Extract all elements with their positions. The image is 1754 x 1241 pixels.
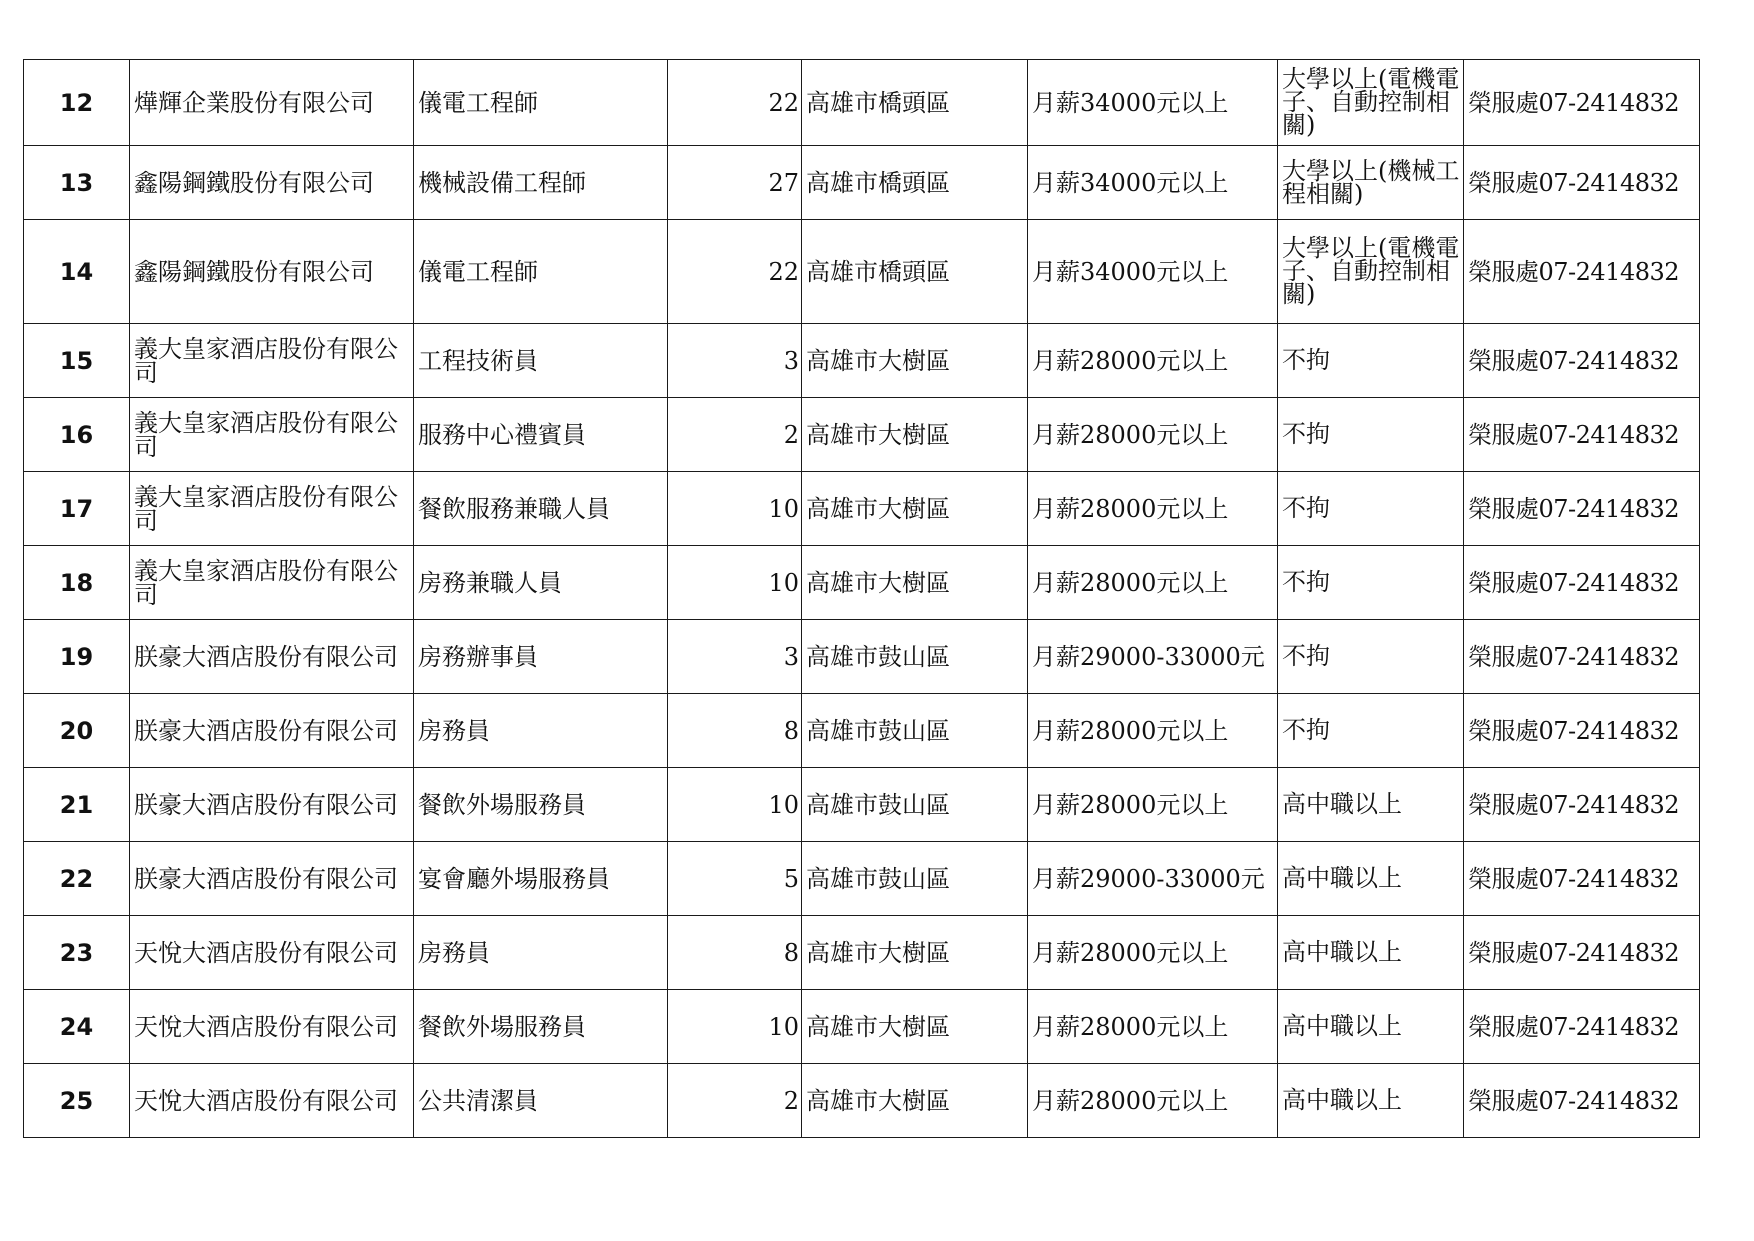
table-row	[24, 546, 1700, 620]
salary: 月薪29000-33000元	[1028, 620, 1278, 694]
row-number: 20	[24, 694, 130, 768]
education-requirement: 高中職以上	[1278, 1064, 1464, 1138]
contact: 榮服處07-2414832	[1464, 146, 1700, 220]
row-number: 25	[24, 1064, 130, 1138]
work-location: 高雄市橋頭區	[802, 60, 1028, 146]
headcount: 8	[668, 694, 802, 768]
education-requirement: 大學以上(電機電子、自動控制相關)	[1278, 220, 1464, 324]
row-number: 19	[24, 620, 130, 694]
contact: 榮服處07-2414832	[1464, 324, 1700, 398]
education-requirement: 大學以上(機械工程相關)	[1278, 146, 1464, 220]
company-name: 天悅大酒店股份有限公司	[130, 916, 414, 990]
company-name: 朕豪大酒店股份有限公司	[130, 694, 414, 768]
row-number: 21	[24, 768, 130, 842]
row-number: 14	[24, 220, 130, 324]
headcount: 10	[668, 472, 802, 546]
salary: 月薪28000元以上	[1028, 324, 1278, 398]
salary: 月薪28000元以上	[1028, 990, 1278, 1064]
table-row	[24, 620, 1700, 694]
headcount: 10	[668, 546, 802, 620]
contact: 榮服處07-2414832	[1464, 842, 1700, 916]
education-requirement: 高中職以上	[1278, 916, 1464, 990]
table-row	[24, 60, 1700, 146]
table-row	[24, 916, 1700, 990]
work-location: 高雄市橋頭區	[802, 220, 1028, 324]
salary: 月薪28000元以上	[1028, 546, 1278, 620]
salary: 月薪28000元以上	[1028, 398, 1278, 472]
row-number: 16	[24, 398, 130, 472]
table-row	[24, 694, 1700, 768]
education-requirement: 高中職以上	[1278, 768, 1464, 842]
contact: 榮服處07-2414832	[1464, 472, 1700, 546]
company-name: 義大皇家酒店股份有限公司	[130, 398, 414, 472]
table-row	[24, 472, 1700, 546]
contact: 榮服處07-2414832	[1464, 768, 1700, 842]
work-location: 高雄市鼓山區	[802, 842, 1028, 916]
row-number: 12	[24, 60, 130, 146]
job-title: 房務員	[414, 916, 668, 990]
row-number: 24	[24, 990, 130, 1064]
salary: 月薪28000元以上	[1028, 916, 1278, 990]
job-title: 房務兼職人員	[414, 546, 668, 620]
headcount: 10	[668, 768, 802, 842]
work-location: 高雄市橋頭區	[802, 146, 1028, 220]
job-title: 服務中心禮賓員	[414, 398, 668, 472]
table-row	[24, 220, 1700, 324]
work-location: 高雄市鼓山區	[802, 768, 1028, 842]
row-number: 17	[24, 472, 130, 546]
job-title: 機械設備工程師	[414, 146, 668, 220]
contact: 榮服處07-2414832	[1464, 990, 1700, 1064]
contact: 榮服處07-2414832	[1464, 220, 1700, 324]
table-row	[24, 398, 1700, 472]
salary: 月薪34000元以上	[1028, 220, 1278, 324]
company-name: 鑫陽鋼鐵股份有限公司	[130, 146, 414, 220]
job-title: 餐飲外場服務員	[414, 990, 668, 1064]
job-title: 儀電工程師	[414, 220, 668, 324]
company-name: 鑫陽鋼鐵股份有限公司	[130, 220, 414, 324]
company-name: 天悅大酒店股份有限公司	[130, 1064, 414, 1138]
job-title: 宴會廳外場服務員	[414, 842, 668, 916]
job-title: 儀電工程師	[414, 60, 668, 146]
education-requirement: 不拘	[1278, 324, 1464, 398]
row-number: 15	[24, 324, 130, 398]
table-row	[24, 842, 1700, 916]
company-name: 義大皇家酒店股份有限公司	[130, 546, 414, 620]
contact: 榮服處07-2414832	[1464, 620, 1700, 694]
job-title: 房務辦事員	[414, 620, 668, 694]
education-requirement: 不拘	[1278, 472, 1464, 546]
company-name: 天悅大酒店股份有限公司	[130, 990, 414, 1064]
work-location: 高雄市大樹區	[802, 1064, 1028, 1138]
table-body	[24, 60, 1700, 1138]
table-row	[24, 990, 1700, 1064]
headcount: 3	[668, 620, 802, 694]
headcount: 3	[668, 324, 802, 398]
headcount: 10	[668, 990, 802, 1064]
salary: 月薪28000元以上	[1028, 472, 1278, 546]
salary: 月薪29000-33000元	[1028, 842, 1278, 916]
job-listing-table	[23, 59, 1700, 1138]
job-title: 餐飲服務兼職人員	[414, 472, 668, 546]
company-name: 朕豪大酒店股份有限公司	[130, 768, 414, 842]
education-requirement: 不拘	[1278, 620, 1464, 694]
headcount: 27	[668, 146, 802, 220]
table-row	[24, 146, 1700, 220]
headcount: 8	[668, 916, 802, 990]
table-row	[24, 324, 1700, 398]
education-requirement: 不拘	[1278, 546, 1464, 620]
job-title: 工程技術員	[414, 324, 668, 398]
company-name: 朕豪大酒店股份有限公司	[130, 842, 414, 916]
salary: 月薪28000元以上	[1028, 1064, 1278, 1138]
education-requirement: 高中職以上	[1278, 990, 1464, 1064]
contact: 榮服處07-2414832	[1464, 398, 1700, 472]
contact: 榮服處07-2414832	[1464, 1064, 1700, 1138]
company-name: 燁輝企業股份有限公司	[130, 60, 414, 146]
education-requirement: 大學以上(電機電子、自動控制相關)	[1278, 60, 1464, 146]
headcount: 2	[668, 1064, 802, 1138]
salary: 月薪34000元以上	[1028, 146, 1278, 220]
company-name: 朕豪大酒店股份有限公司	[130, 620, 414, 694]
row-number: 23	[24, 916, 130, 990]
education-requirement: 不拘	[1278, 694, 1464, 768]
company-name: 義大皇家酒店股份有限公司	[130, 472, 414, 546]
contact: 榮服處07-2414832	[1464, 916, 1700, 990]
contact: 榮服處07-2414832	[1464, 60, 1700, 146]
job-title: 餐飲外場服務員	[414, 768, 668, 842]
work-location: 高雄市大樹區	[802, 916, 1028, 990]
contact: 榮服處07-2414832	[1464, 694, 1700, 768]
headcount: 2	[668, 398, 802, 472]
headcount: 5	[668, 842, 802, 916]
table-row	[24, 768, 1700, 842]
job-title: 公共清潔員	[414, 1064, 668, 1138]
row-number: 22	[24, 842, 130, 916]
work-location: 高雄市大樹區	[802, 990, 1028, 1064]
work-location: 高雄市大樹區	[802, 398, 1028, 472]
work-location: 高雄市大樹區	[802, 472, 1028, 546]
table-row	[24, 1064, 1700, 1138]
row-number: 18	[24, 546, 130, 620]
salary: 月薪28000元以上	[1028, 694, 1278, 768]
salary: 月薪34000元以上	[1028, 60, 1278, 146]
headcount: 22	[668, 60, 802, 146]
education-requirement: 高中職以上	[1278, 842, 1464, 916]
company-name: 義大皇家酒店股份有限公司	[130, 324, 414, 398]
row-number: 13	[24, 146, 130, 220]
headcount: 22	[668, 220, 802, 324]
work-location: 高雄市大樹區	[802, 324, 1028, 398]
work-location: 高雄市鼓山區	[802, 620, 1028, 694]
education-requirement: 不拘	[1278, 398, 1464, 472]
work-location: 高雄市鼓山區	[802, 694, 1028, 768]
work-location: 高雄市大樹區	[802, 546, 1028, 620]
contact: 榮服處07-2414832	[1464, 546, 1700, 620]
job-title: 房務員	[414, 694, 668, 768]
salary: 月薪28000元以上	[1028, 768, 1278, 842]
